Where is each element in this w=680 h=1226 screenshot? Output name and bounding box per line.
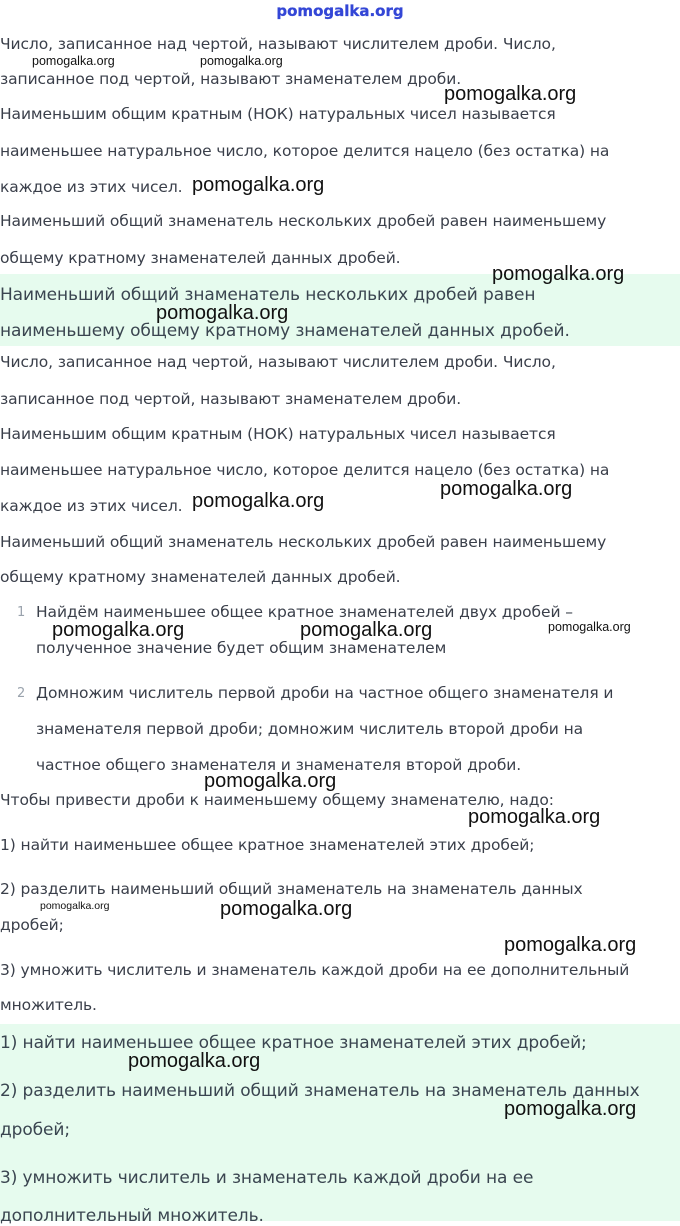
text-line: каждое из этих чисел. (0, 497, 183, 515)
site-header[interactable]: pomogalka.org (276, 2, 404, 20)
text-line: записанное под чертой, называют знаменателем дроби. (0, 70, 462, 88)
text-line: Наименьший общий знаменатель нескольких дробей равен наименьшему (0, 533, 607, 551)
text-line: общему кратному знаменателей данных дробей. (0, 568, 401, 586)
step-number: 1 (17, 605, 26, 620)
highlight-line: наименьшему общему кратному знаменателей данных дробей. (0, 321, 570, 341)
text-line: наименьшее натуральное число, которое делится нацело (без остатка) на (0, 461, 610, 479)
watermark: pomogalka.org (504, 1098, 637, 1120)
highlight-line: Наименьший общий знаменатель нескольких дробей равен (0, 285, 536, 305)
highlight-box (0, 1024, 680, 1221)
text-line: каждое из этих чисел. (0, 178, 183, 196)
text-line: Наименьшим общим кратным (НОК) натуральных чисел называется (0, 425, 556, 443)
text-line: 2) разделить наименьший общий знаменатель на знаменатель данных (0, 880, 583, 898)
watermark: pomogalka.org (156, 302, 289, 324)
watermark: pomogalka.org (32, 54, 115, 68)
text-line: дробей; (0, 916, 64, 934)
highlight-line: 2) разделить наименьший общий знаменатель на знаменатель данных (0, 1081, 640, 1101)
watermark: pomogalka.org (220, 898, 353, 920)
step-line: знаменателя первой дроби; домножим числитель второй дроби на (36, 720, 584, 738)
text-line: Наименьшим общим кратным (НОК) натуральных чисел называется (0, 105, 556, 123)
text-line: наименьшее натуральное число, которое делится нацело (без остатка) на (0, 142, 610, 160)
watermark: pomogalka.org (300, 619, 433, 641)
step-line: Найдём наименьшее общее кратное знаменателей двух дробей – (36, 603, 573, 621)
watermark: pomogalka.org (192, 174, 325, 196)
text-line: записанное под чертой, называют знаменателем дроби. (0, 390, 462, 408)
watermark: pomogalka.org (40, 900, 110, 912)
watermark: pomogalka.org (468, 806, 601, 828)
watermark: pomogalka.org (548, 620, 631, 634)
step-number: 2 (17, 686, 26, 701)
text-line: общему кратному знаменателей данных дробей. (0, 249, 401, 267)
text-line: множитель. (0, 996, 97, 1014)
highlight-line: дополнительный множитель. (0, 1206, 264, 1226)
watermark: pomogalka.org (504, 934, 637, 956)
watermark: pomogalka.org (128, 1050, 261, 1072)
text-line: Число, записанное над чертой, называют числителем дроби. Число, (0, 353, 556, 371)
text-line: Наименьший общий знаменатель нескольких дробей равен наименьшему (0, 212, 607, 230)
watermark: pomogalka.org (444, 83, 577, 105)
highlight-line: 3) умножить числитель и знаменатель каждой дроби на ее (0, 1168, 534, 1188)
step-line: Домножим числитель первой дроби на частное общего знаменателя и (36, 684, 614, 702)
text-line: 1) найти наименьшее общее кратное знаменателей этих дробей; (0, 836, 535, 854)
step-line: полученное значение будет общим знаменателем (36, 639, 447, 657)
text-line: Чтобы привести дроби к наименьшему общему знаменателю, надо: (0, 791, 554, 809)
highlight-line: дробей; (0, 1120, 70, 1140)
watermark: pomogalka.org (200, 54, 283, 68)
watermark: pomogalka.org (440, 478, 573, 500)
text-line: Число, записанное над чертой, называют числителем дроби. Число, (0, 35, 556, 53)
watermark: pomogalka.org (52, 619, 185, 641)
watermark: pomogalka.org (192, 490, 325, 512)
highlight-line: 1) найти наименьшее общее кратное знаменателей этих дробей; (0, 1033, 587, 1053)
watermark: pomogalka.org (492, 263, 625, 285)
text-line: 3) умножить числитель и знаменатель каждой дроби на ее дополнительный (0, 961, 630, 979)
watermark: pomogalka.org (204, 770, 337, 792)
step-line: частное общего знаменателя и знаменателя второй дроби. (36, 756, 522, 774)
